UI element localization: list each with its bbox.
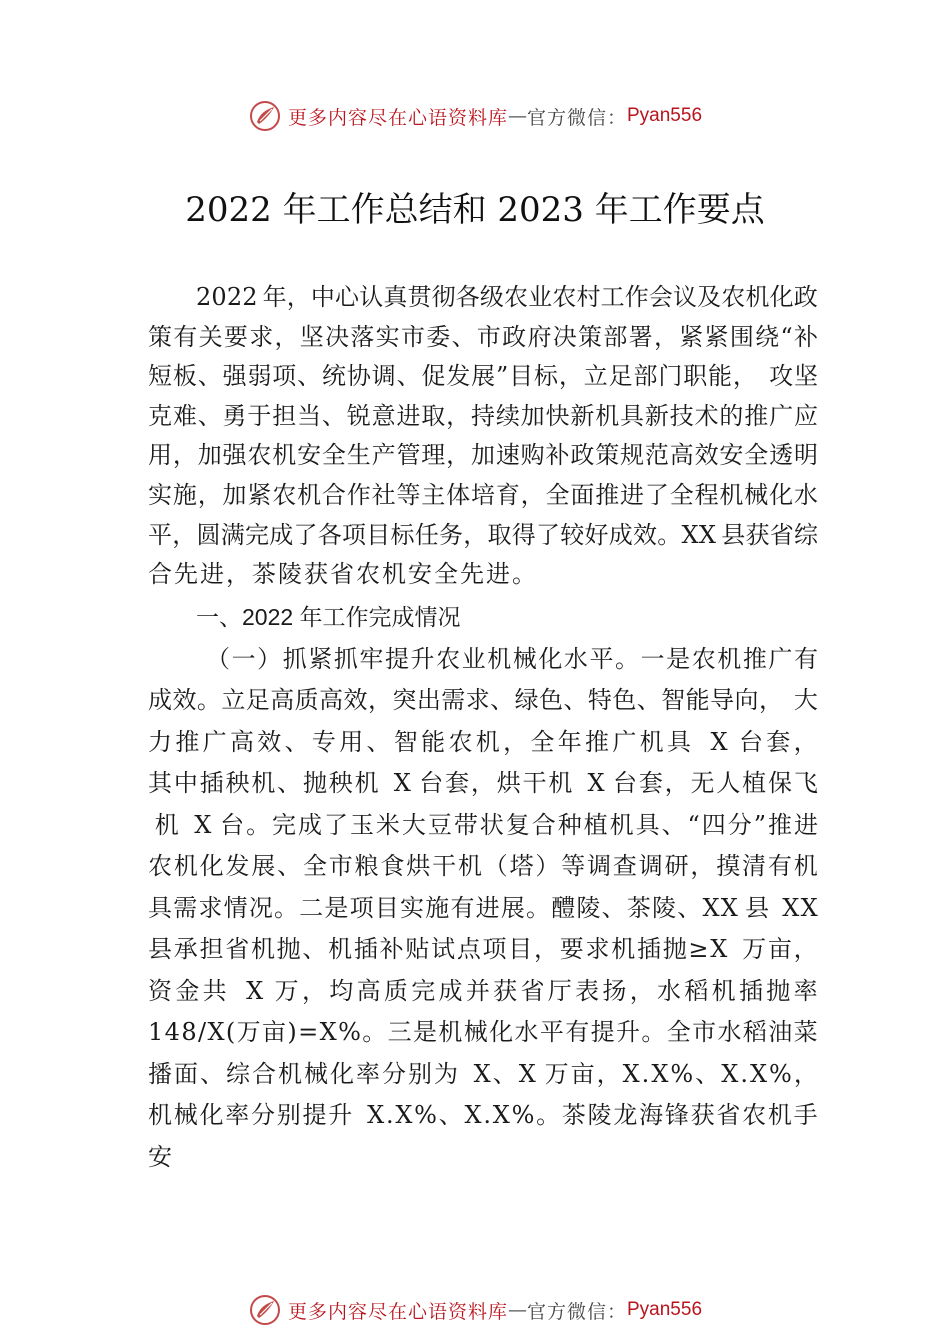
text-line: 资 金 共 X 万 ， 均 高 质 完 成 并 获 省 厅 表 扬 ， 水 稻 机 插 抛 率 (148, 976, 818, 1005)
intro-paragraph (148, 278, 818, 595)
text-line: （ 一 ） 抓 紧 抓 牢 提 升 农 业 机 械 化 水 平 。 一 是 农 机 推 广 有 (206, 644, 818, 673)
text-line: 农 机 化 发 展 、 全 市 粮 食 烘 干 机 （ 塔 ） 等 调 查 调 研 ， 摸 清 有 机 (148, 852, 818, 881)
text-line: 2 0 2 2 年 ， 中 心 认 真 贯 彻 各 级 农 业 农 村 工 作 会 议 及 农 机 化 政 (196, 283, 818, 311)
watermark-brand: 更多内容尽在心语资料库 (287, 1300, 508, 1323)
watermark-wechat-id: Pyan556 (627, 105, 703, 126)
watermark-banner-top (0, 96, 950, 136)
watermark-separator: — (507, 1299, 527, 1321)
brand-logo-icon (248, 99, 282, 133)
document-title: 2022 年工作总结和 2023 年工作要点 (185, 190, 765, 230)
section-heading: 一、2022 年工作完成情况 (196, 603, 461, 630)
text-line: 机 械 化 率 分 别 提 升 X . X % 、 X . X % 。 茶 陵 龙 海 锋 获 省 农 机 手 (148, 1101, 818, 1130)
text-line: 其 中 插 秧 机 、 抛 秧 机 X 台 套 ， 烘 干 机 X 台 套 ， 无 人 植 保 飞 (148, 769, 818, 798)
brand-logo-icon (248, 1293, 282, 1327)
text-line: 成 效 。 立 足 高 质 高 效 ， 突 出 需 求 、 绿 色 、 特 色 、 智 能 导 向 ， 大 (148, 686, 818, 715)
watermark-brand: 更多内容尽在心语资料库 (287, 106, 508, 129)
watermark-separator: — (507, 105, 527, 127)
text-line: 克 难 、 勇 于 担 当 、 锐 意 进 取 ， 持 续 加 快 新 机 具 新 技 术 的 推 广 应 (148, 401, 818, 430)
text-line: 播 面 、 综 合 机 械 化 率 分 别 为 X 、 X 万 亩 ， X . X % 、 X . X % ， (148, 1059, 818, 1088)
text-line: 力 推 广 高 效 、 专 用 、 智 能 农 机 ， 全 年 推 广 机 具 X 台 套 ， (148, 727, 818, 756)
text-line: 机 X 台 。 完 成 了 玉 米 大 豆 带 状 复 合 种 植 机 具 、 “ 四 分 ” 推 进 (154, 810, 818, 839)
text-line: 合先进，茶陵获省农机安全先进。 (148, 560, 538, 589)
watermark-banner-bottom (0, 1290, 950, 1330)
text-line: 用 ， 加 强 农 机 安 全 生 产 管 理 ， 加 速 购 补 政 策 规 范 高 效 安 全 透 明 (148, 441, 818, 470)
text-line: 实 施 ， 加 紧 农 机 合 作 社 等 主 体 培 育 ， 全 面 推 进 了 全 程 机 械 化 水 (148, 480, 818, 509)
text-line: 平 ， 圆 满 完 成 了 各 项 目 标 任 务 ， 取 得 了 较 好 成 效 。 X X 县 获 省 综 (148, 520, 818, 549)
text-line: 具 需 求 情 况 。 二 是 项 目 实 施 有 进 展 。 醴 陵 、 茶 陵 、 X X 县 X X (148, 893, 818, 922)
section-paragraph (148, 639, 818, 1179)
watermark-wechat-label: 官方微信： (526, 106, 627, 129)
text-line: 安 (148, 1142, 174, 1171)
text-line: 短 板 、 强 弱 项 、 统 协 调 、 促 发 展 ” 目 标 ， 立 足 部 门 职 能 ， 攻 坚 (148, 362, 818, 391)
text-line: 1 4 8 / X ( 万 亩 ) = X % 。 三 是 机 械 化 水 平 有 提 升 。 全 市 水 稻 油 菜 (148, 1018, 818, 1047)
text-line: 县 承 担 省 机 抛 、 机 插 补 贴 试 点 项 目 ， 要 求 机 插 抛 ≥ X 万 亩 ， (148, 935, 818, 964)
text-line: 策 有 关 要 求 ， 坚 决 落 实 市 委 、 市 政 府 决 策 部 署 ， 紧 紧 围 绕 “ 补 (148, 322, 818, 351)
watermark-wechat-id: Pyan556 (627, 1299, 703, 1320)
watermark-wechat-label: 官方微信： (526, 1300, 627, 1323)
document-body (148, 278, 818, 1178)
